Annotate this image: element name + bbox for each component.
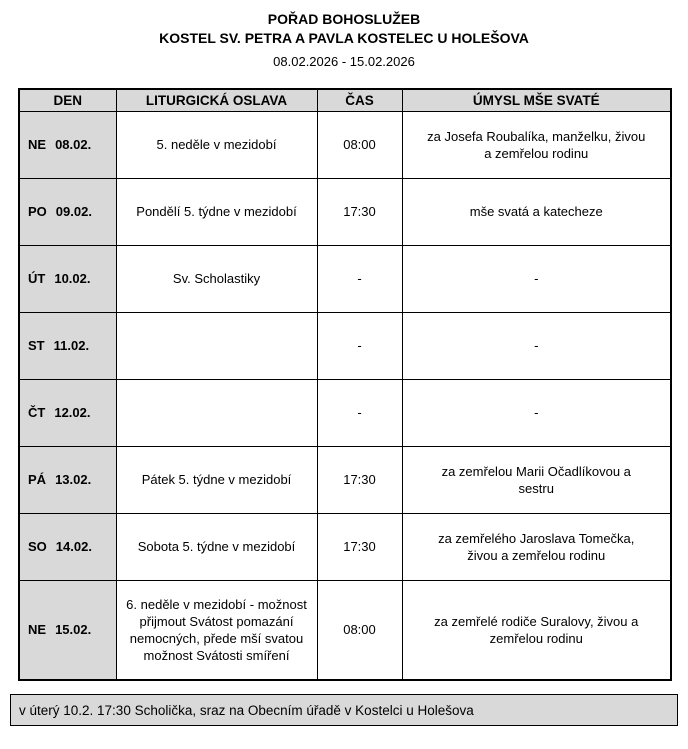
day-date: 10.02.	[54, 271, 91, 286]
col-header-umysl: ÚMYSL MŠE SVATÉ	[402, 89, 671, 111]
day-cell	[19, 178, 116, 245]
intention-cell: za zemřelého Jaroslava Tomečka, živou a zemřelou rodinu	[402, 513, 671, 580]
day-abbrev: ÚT	[28, 271, 46, 286]
footer-note-box	[10, 694, 678, 726]
day-date: 13.02.	[55, 472, 92, 487]
time-cell: 08:00	[317, 580, 402, 680]
day-abbrev: SO	[28, 539, 47, 554]
footer-note-text: v úterý 10.2. 17:30 Scholička, sraz na Obecním úřadě v Kostelci u Holešova	[19, 702, 474, 718]
intention-cell: za zemřelé rodiče Suralovy, živou a zemřelou rodinu	[402, 580, 671, 680]
day-cell	[19, 513, 116, 580]
intention-cell: -	[402, 245, 671, 312]
day-date: 12.02.	[54, 405, 91, 420]
document-header	[0, 0, 688, 71]
time-cell: 17:30	[317, 178, 402, 245]
col-header-cas: ČAS	[317, 89, 402, 111]
table-row	[19, 178, 671, 245]
celebration-cell: Pondělí 5. týdne v mezidobí	[116, 178, 317, 245]
day-abbrev: NE	[28, 622, 47, 638]
day-cell	[19, 379, 116, 446]
day-date: 09.02.	[55, 204, 92, 219]
day-abbrev: NE	[28, 137, 47, 152]
time-cell: 08:00	[317, 111, 402, 178]
celebration-cell: Sobota 5. týdne v mezidobí	[116, 513, 317, 580]
day-date: 14.02.	[55, 539, 92, 554]
table-header-row	[19, 89, 671, 111]
celebration-cell: Sv. Scholastiky	[116, 245, 317, 312]
table-row	[19, 580, 671, 680]
day-cell	[19, 446, 116, 513]
col-header-oslava: LITURGICKÁ OSLAVA	[116, 89, 317, 111]
time-cell: -	[317, 379, 402, 446]
day-abbrev: PÁ	[28, 472, 47, 487]
celebration-cell: 6. neděle v mezidobí - možnost přijmout Svátost pomazání nemocných, přede mší svatou možnost Svátosti smíření	[116, 580, 317, 680]
col-header-den: DEN	[19, 89, 116, 111]
date-range: 08.02.2026 - 15.02.2026	[273, 54, 415, 69]
celebration-cell: Pátek 5. týdne v mezidobí	[116, 446, 317, 513]
intention-cell: za zemřelou Marii Očadlíkovou a sestru	[402, 446, 671, 513]
day-abbrev: PO	[28, 204, 47, 219]
table-row	[19, 245, 671, 312]
day-cell	[19, 111, 116, 178]
intention-cell: za Josefa Roubalíka, manželku, živou a zemřelou rodinu	[402, 111, 671, 178]
day-abbrev: ST	[28, 338, 45, 353]
intention-cell: mše svatá a katecheze	[402, 178, 671, 245]
day-date: 08.02.	[55, 137, 92, 152]
table-row	[19, 379, 671, 446]
time-cell: 17:30	[317, 513, 402, 580]
day-cell	[19, 580, 116, 680]
time-cell: 17:30	[317, 446, 402, 513]
page-title: POŘAD BOHOSLUŽEB	[267, 11, 421, 27]
table-row	[19, 111, 671, 178]
celebration-cell: 5. neděle v mezidobí	[116, 111, 317, 178]
day-cell	[19, 245, 116, 312]
intention-cell: -	[402, 379, 671, 446]
table-row	[19, 446, 671, 513]
table-row	[19, 312, 671, 379]
day-abbrev: ČT	[28, 405, 46, 420]
intention-cell: -	[402, 312, 671, 379]
page-subtitle: KOSTEL SV. PETRA A PAVLA KOSTELEC U HOLEŠOVA	[159, 30, 529, 46]
celebration-cell	[116, 312, 317, 379]
celebration-cell	[116, 379, 317, 446]
schedule-table	[18, 88, 672, 681]
day-cell	[19, 312, 116, 379]
table-row	[19, 513, 671, 580]
schedule-table-container	[18, 88, 670, 681]
day-date: 15.02.	[55, 622, 92, 638]
day-date: 11.02.	[53, 338, 90, 353]
time-cell: -	[317, 245, 402, 312]
time-cell: -	[317, 312, 402, 379]
